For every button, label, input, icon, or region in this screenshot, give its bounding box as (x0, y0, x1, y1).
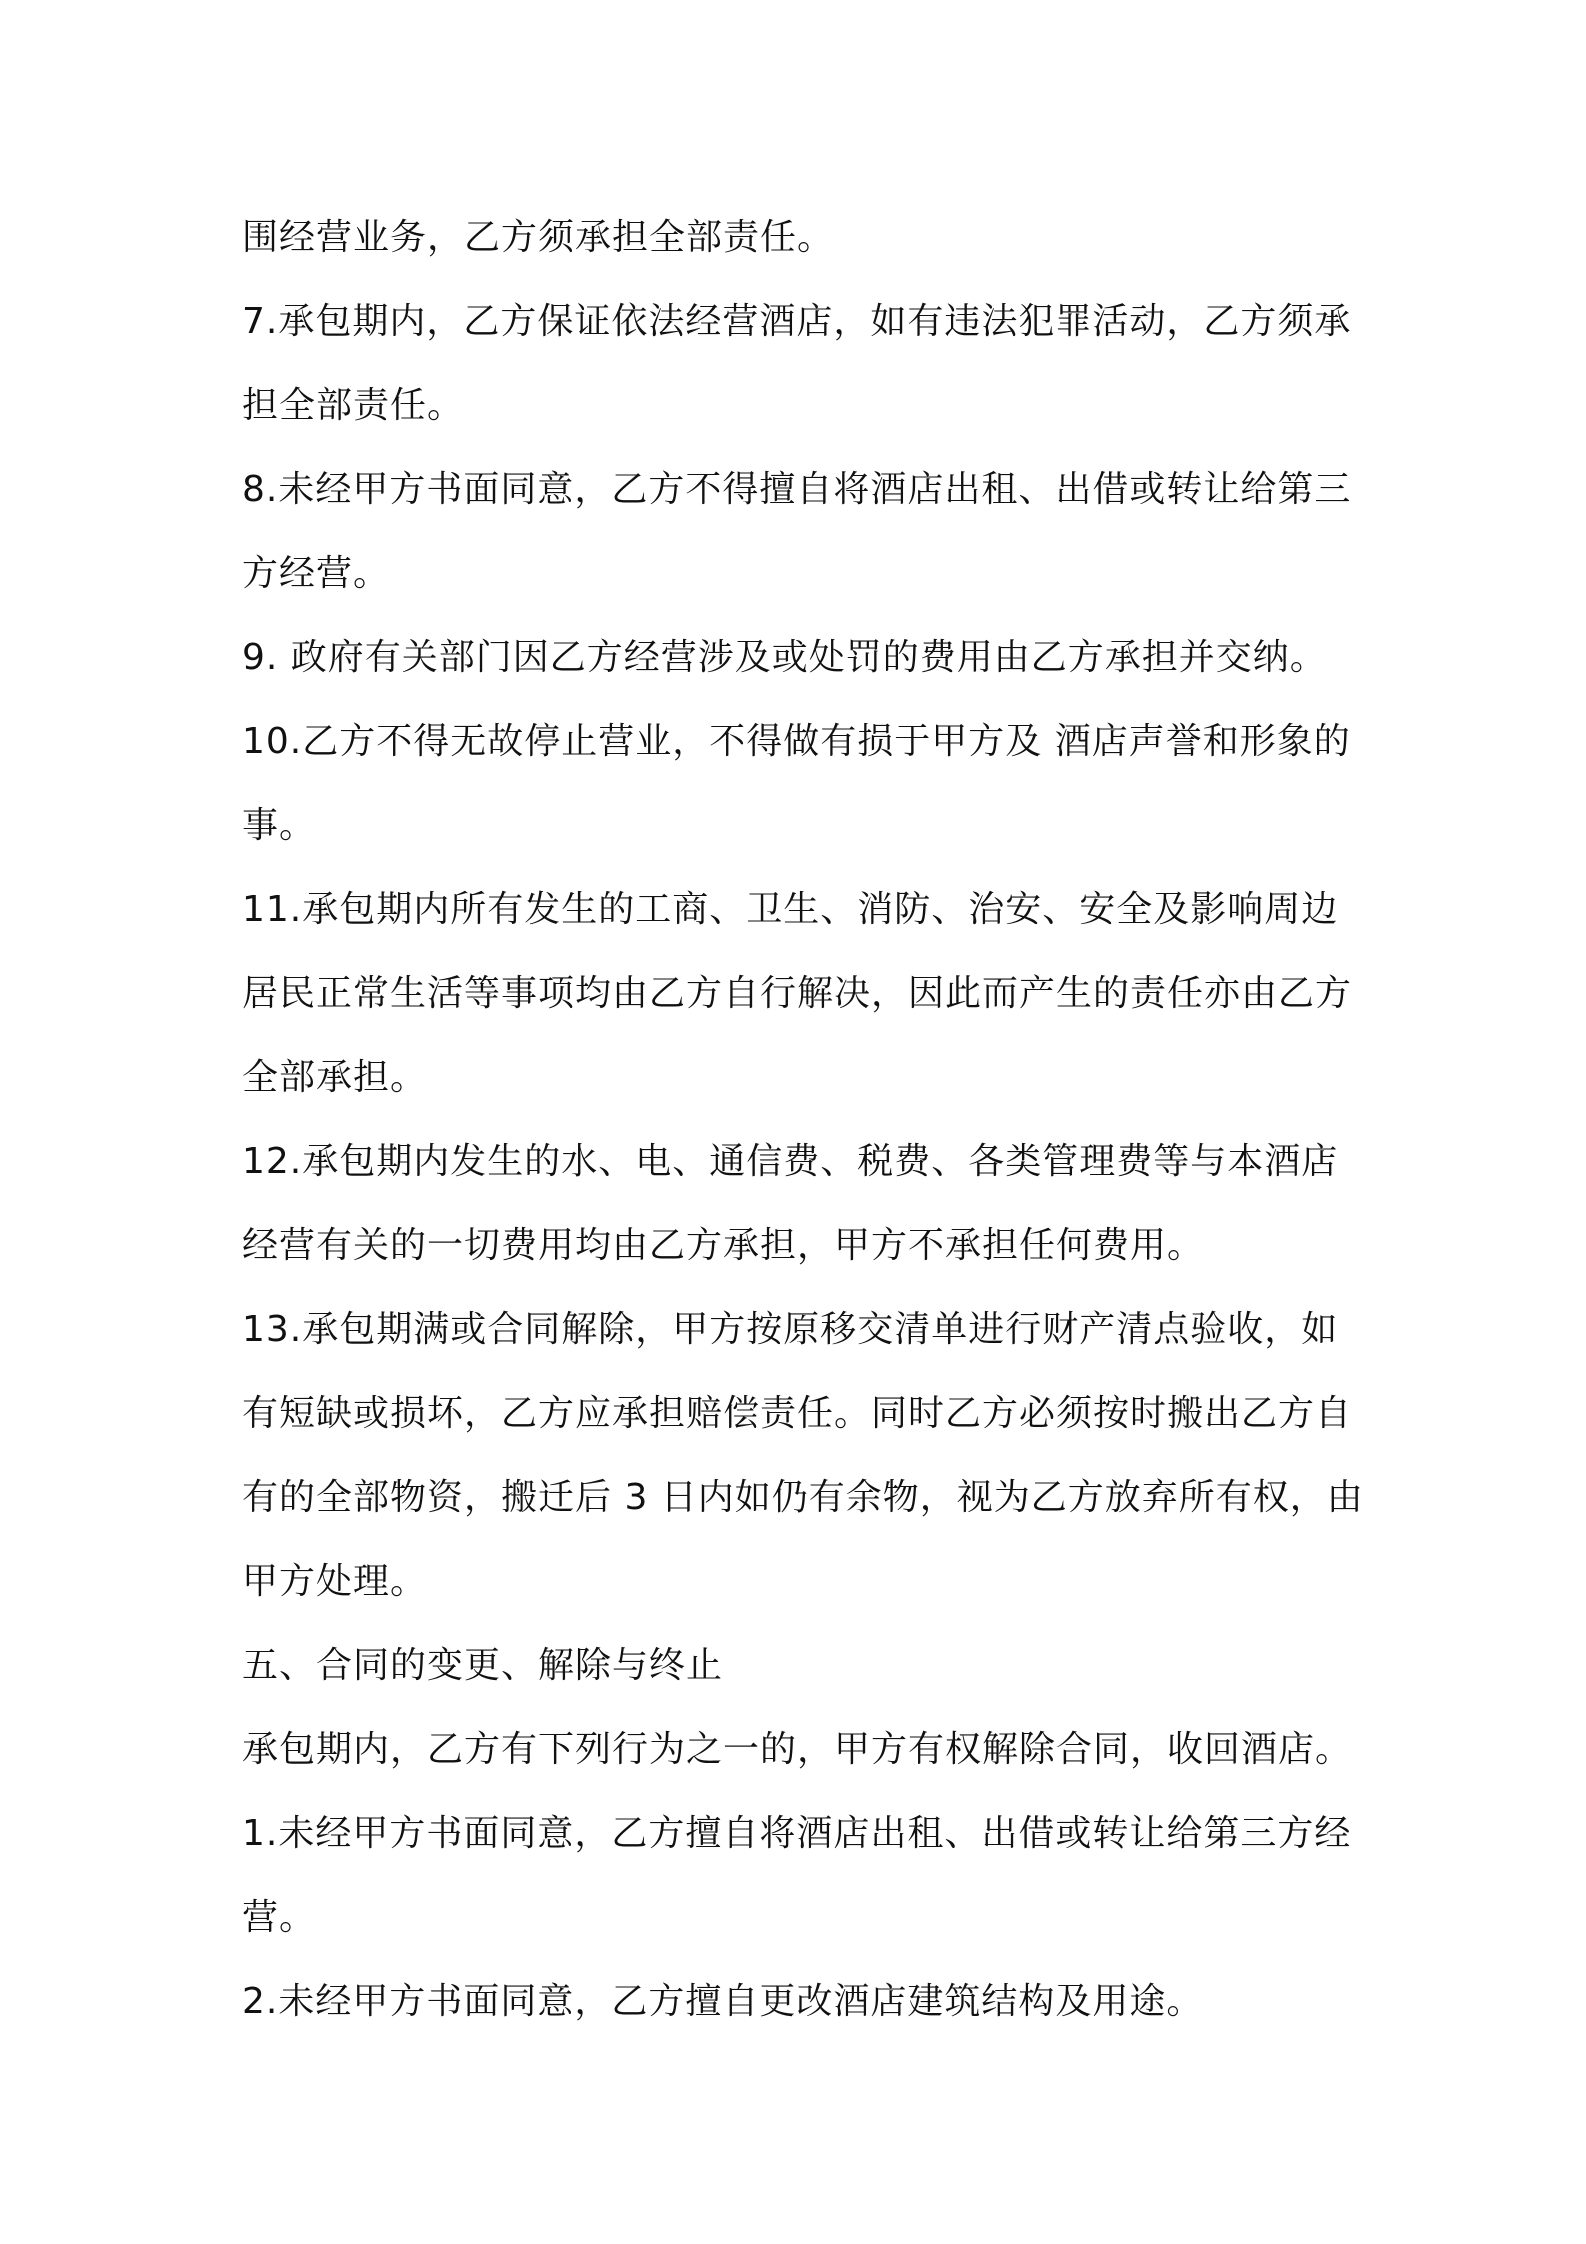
text-line: 承包期内，乙方有下列行为之一的，甲方有权解除合同，收回酒店。 (242, 1729, 1353, 1770)
text-line: 9. 政府有关部门因乙方经营涉及或处罚的费用由乙方承担并交纳。 (242, 637, 1327, 678)
text-line: 有短缺或损坏，乙方应承担赔偿责任。同时乙方必须按时搬出乙方自 (242, 1393, 1353, 1434)
text-line: 13.承包期满或合同解除，甲方按原移交清单进行财产清点验收，如 (242, 1309, 1339, 1350)
text-line: 7.承包期内，乙方保证依法经营酒店，如有违法犯罪活动，乙方须承 (242, 301, 1352, 342)
text-line: 甲方处理。 (242, 1561, 428, 1602)
text-line: 围经营业务，乙方须承担全部责任。 (242, 217, 835, 258)
section-heading: 五、合同的变更、解除与终止 (242, 1645, 724, 1686)
text-line: 事。 (242, 805, 317, 846)
text-line: 全部承担。 (242, 1057, 428, 1098)
text-line: 方经营。 (242, 553, 391, 594)
text-line: 2.未经甲方书面同意，乙方擅自更改酒店建筑结构及用途。 (242, 1981, 1204, 2022)
text-line: 有的全部物资，搬迁后 3 日内如仍有余物，视为乙方放弃所有权，由 (242, 1477, 1364, 1518)
text-line: 经营有关的一切费用均由乙方承担，甲方不承担任何费用。 (242, 1225, 1205, 1266)
text-line: 1.未经甲方书面同意，乙方擅自将酒店出租、出借或转让给第三方经 (242, 1813, 1352, 1854)
text-line: 10.乙方不得无故停止营业，不得做有损于甲方及 酒店声誉和形象的 (242, 721, 1351, 762)
text-line: 11.承包期内所有发生的工商、卫生、消防、治安、安全及影响周边 (242, 889, 1339, 930)
text-line: 营。 (242, 1897, 317, 1938)
document-page (242, 196, 1362, 2044)
text-line: 12.承包期内发生的水、电、通信费、税费、各类管理费等与本酒店 (242, 1141, 1339, 1182)
text-line: 担全部责任。 (242, 385, 465, 426)
text-line: 居民正常生活等事项均由乙方自行解决，因此而产生的责任亦由乙方 (242, 973, 1353, 1014)
text-line: 8.未经甲方书面同意，乙方不得擅自将酒店出租、出借或转让给第三 (242, 469, 1352, 510)
